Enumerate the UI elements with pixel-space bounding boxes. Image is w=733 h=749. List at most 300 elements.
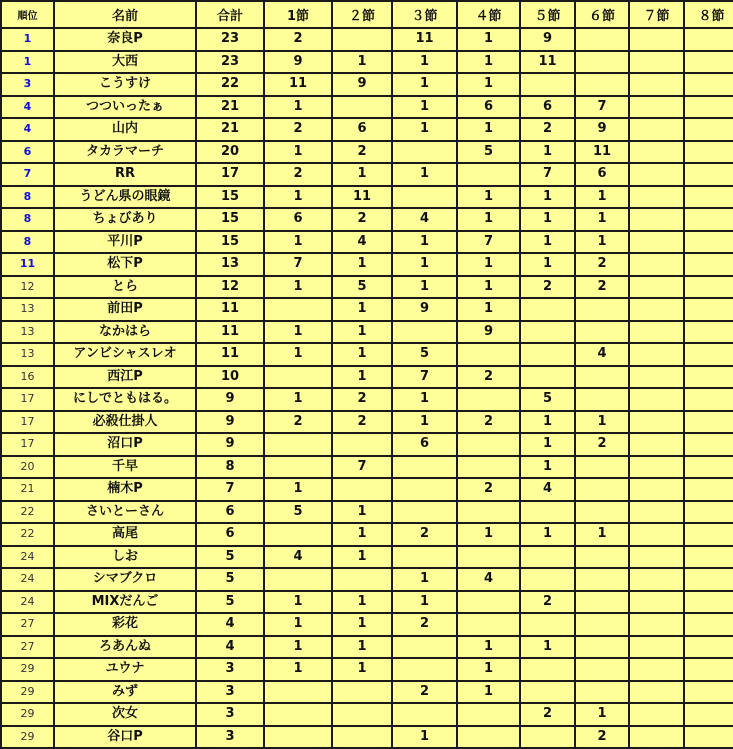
- table-row: [1, 208, 733, 231]
- round-7-cell: [629, 186, 684, 209]
- table-row: [1, 388, 733, 411]
- round-7-cell: [629, 411, 684, 434]
- round-1-cell: 9: [264, 51, 332, 74]
- rank-cell: 17: [1, 388, 54, 411]
- rank-cell: 24: [1, 591, 54, 614]
- round-7-cell: [629, 366, 684, 389]
- round-6-cell: [575, 546, 629, 569]
- round-4-cell: [457, 343, 520, 366]
- round-6-cell: 2: [575, 253, 629, 276]
- table-row: [1, 186, 733, 209]
- name-cell: ちょびあり: [54, 208, 196, 231]
- round-3-cell: 1: [392, 591, 457, 614]
- round-2-cell: 1: [332, 636, 392, 659]
- round-5-cell: [520, 321, 575, 344]
- total-cell: 23: [196, 51, 264, 74]
- round-1-cell: [264, 298, 332, 321]
- table-row: [1, 366, 733, 389]
- round-6-cell: [575, 456, 629, 479]
- round-3-cell: 4: [392, 208, 457, 231]
- total-cell: 11: [196, 321, 264, 344]
- name-cell: 平川P: [54, 231, 196, 254]
- round-1-cell: [264, 568, 332, 591]
- header-round-6: ６節: [575, 1, 629, 28]
- round-3-cell: 11: [392, 28, 457, 51]
- table-row: [1, 433, 733, 456]
- round-2-cell: [332, 433, 392, 456]
- rank-cell: 4: [1, 118, 54, 141]
- round-8-cell: [684, 523, 733, 546]
- total-cell: 3: [196, 658, 264, 681]
- table-row: [1, 28, 733, 51]
- header-round-3: ３節: [392, 1, 457, 28]
- round-8-cell: [684, 28, 733, 51]
- round-6-cell: 1: [575, 186, 629, 209]
- round-8-cell: [684, 118, 733, 141]
- round-1-cell: 1: [264, 231, 332, 254]
- round-2-cell: 1: [332, 298, 392, 321]
- round-1-cell: [264, 726, 332, 749]
- rank-cell: 1: [1, 51, 54, 74]
- table-row: [1, 73, 733, 96]
- round-4-cell: 1: [457, 253, 520, 276]
- table-row: [1, 298, 733, 321]
- rank-cell: 7: [1, 163, 54, 186]
- round-8-cell: [684, 433, 733, 456]
- table-row: [1, 523, 733, 546]
- round-8-cell: [684, 163, 733, 186]
- rank-cell: 8: [1, 186, 54, 209]
- round-2-cell: 9: [332, 73, 392, 96]
- round-7-cell: [629, 636, 684, 659]
- round-6-cell: [575, 681, 629, 704]
- table-row: [1, 613, 733, 636]
- name-cell: MIXだんご: [54, 591, 196, 614]
- round-2-cell: 7: [332, 456, 392, 479]
- round-1-cell: [264, 681, 332, 704]
- round-2-cell: 1: [332, 658, 392, 681]
- round-4-cell: [457, 388, 520, 411]
- round-2-cell: 1: [332, 501, 392, 524]
- round-4-cell: [457, 433, 520, 456]
- name-cell: 大西: [54, 51, 196, 74]
- round-1-cell: 1: [264, 96, 332, 119]
- round-3-cell: [392, 501, 457, 524]
- round-1-cell: 1: [264, 321, 332, 344]
- round-5-cell: 2: [520, 276, 575, 299]
- round-7-cell: [629, 96, 684, 119]
- round-5-cell: 1: [520, 253, 575, 276]
- round-2-cell: 1: [332, 591, 392, 614]
- rank-cell: 13: [1, 321, 54, 344]
- table-row: [1, 163, 733, 186]
- round-5-cell: 2: [520, 703, 575, 726]
- rank-cell: 22: [1, 523, 54, 546]
- round-5-cell: [520, 366, 575, 389]
- round-2-cell: 6: [332, 118, 392, 141]
- total-cell: 11: [196, 298, 264, 321]
- round-1-cell: 6: [264, 208, 332, 231]
- round-4-cell: [457, 501, 520, 524]
- round-3-cell: 1: [392, 568, 457, 591]
- total-cell: 23: [196, 28, 264, 51]
- total-cell: 21: [196, 96, 264, 119]
- round-5-cell: 11: [520, 51, 575, 74]
- round-7-cell: [629, 726, 684, 749]
- round-3-cell: 6: [392, 433, 457, 456]
- round-5-cell: 1: [520, 433, 575, 456]
- round-7-cell: [629, 276, 684, 299]
- round-8-cell: [684, 298, 733, 321]
- round-6-cell: [575, 591, 629, 614]
- round-3-cell: 1: [392, 96, 457, 119]
- name-cell: 楠木P: [54, 478, 196, 501]
- round-8-cell: [684, 231, 733, 254]
- round-1-cell: 1: [264, 343, 332, 366]
- round-5-cell: [520, 658, 575, 681]
- round-4-cell: 1: [457, 28, 520, 51]
- round-4-cell: 1: [457, 636, 520, 659]
- total-cell: 6: [196, 523, 264, 546]
- round-4-cell: [457, 591, 520, 614]
- round-1-cell: 1: [264, 186, 332, 209]
- name-cell: 西江P: [54, 366, 196, 389]
- round-8-cell: [684, 501, 733, 524]
- round-2-cell: 5: [332, 276, 392, 299]
- round-5-cell: 1: [520, 186, 575, 209]
- round-8-cell: [684, 636, 733, 659]
- round-5-cell: 1: [520, 141, 575, 164]
- round-7-cell: [629, 163, 684, 186]
- round-6-cell: [575, 28, 629, 51]
- table-row: [1, 343, 733, 366]
- rank-cell: 21: [1, 478, 54, 501]
- round-8-cell: [684, 726, 733, 749]
- total-cell: 9: [196, 411, 264, 434]
- round-6-cell: [575, 388, 629, 411]
- round-5-cell: 4: [520, 478, 575, 501]
- round-7-cell: [629, 343, 684, 366]
- rank-cell: 24: [1, 546, 54, 569]
- round-7-cell: [629, 231, 684, 254]
- round-5-cell: 2: [520, 118, 575, 141]
- header-round-4: ４節: [457, 1, 520, 28]
- name-cell: シマブクロ: [54, 568, 196, 591]
- table-row: [1, 546, 733, 569]
- table-row: [1, 411, 733, 434]
- round-7-cell: [629, 478, 684, 501]
- rank-cell: 29: [1, 703, 54, 726]
- round-1-cell: [264, 456, 332, 479]
- round-7-cell: [629, 501, 684, 524]
- rank-cell: 27: [1, 613, 54, 636]
- round-3-cell: 1: [392, 276, 457, 299]
- round-7-cell: [629, 141, 684, 164]
- round-2-cell: 1: [332, 321, 392, 344]
- round-6-cell: 1: [575, 523, 629, 546]
- round-1-cell: 1: [264, 388, 332, 411]
- round-1-cell: [264, 433, 332, 456]
- name-cell: タカラマーチ: [54, 141, 196, 164]
- round-5-cell: 1: [520, 411, 575, 434]
- round-7-cell: [629, 321, 684, 344]
- round-2-cell: [332, 478, 392, 501]
- total-cell: 12: [196, 276, 264, 299]
- round-7-cell: [629, 591, 684, 614]
- round-5-cell: [520, 298, 575, 321]
- round-6-cell: 2: [575, 433, 629, 456]
- total-cell: 11: [196, 343, 264, 366]
- round-8-cell: [684, 366, 733, 389]
- round-4-cell: 1: [457, 658, 520, 681]
- name-cell: ろあんぬ: [54, 636, 196, 659]
- round-2-cell: 1: [332, 613, 392, 636]
- round-6-cell: 4: [575, 343, 629, 366]
- round-4-cell: [457, 456, 520, 479]
- round-8-cell: [684, 276, 733, 299]
- table-row: [1, 51, 733, 74]
- name-cell: とら: [54, 276, 196, 299]
- round-7-cell: [629, 298, 684, 321]
- table-row: [1, 141, 733, 164]
- round-7-cell: [629, 388, 684, 411]
- round-1-cell: 1: [264, 478, 332, 501]
- table-row: [1, 456, 733, 479]
- round-1-cell: 2: [264, 28, 332, 51]
- round-4-cell: 1: [457, 298, 520, 321]
- rank-cell: 24: [1, 568, 54, 591]
- round-6-cell: 1: [575, 411, 629, 434]
- round-2-cell: [332, 28, 392, 51]
- round-3-cell: [392, 703, 457, 726]
- round-1-cell: [264, 366, 332, 389]
- round-3-cell: 1: [392, 118, 457, 141]
- table-row: [1, 501, 733, 524]
- round-4-cell: [457, 546, 520, 569]
- round-2-cell: 2: [332, 141, 392, 164]
- round-1-cell: [264, 523, 332, 546]
- total-cell: 7: [196, 478, 264, 501]
- round-7-cell: [629, 568, 684, 591]
- header-rank: 順位: [1, 1, 54, 28]
- round-6-cell: [575, 636, 629, 659]
- round-5-cell: [520, 568, 575, 591]
- ranking-body: [1, 28, 733, 748]
- round-7-cell: [629, 523, 684, 546]
- round-5-cell: 1: [520, 523, 575, 546]
- round-5-cell: 6: [520, 96, 575, 119]
- table-row: [1, 658, 733, 681]
- round-6-cell: 2: [575, 726, 629, 749]
- round-4-cell: 1: [457, 523, 520, 546]
- round-1-cell: [264, 703, 332, 726]
- round-3-cell: 2: [392, 613, 457, 636]
- round-8-cell: [684, 343, 733, 366]
- round-8-cell: [684, 591, 733, 614]
- total-cell: 10: [196, 366, 264, 389]
- total-cell: 8: [196, 456, 264, 479]
- total-cell: 6: [196, 501, 264, 524]
- total-cell: 17: [196, 163, 264, 186]
- round-8-cell: [684, 568, 733, 591]
- total-cell: 15: [196, 208, 264, 231]
- round-2-cell: 1: [332, 546, 392, 569]
- round-4-cell: 1: [457, 73, 520, 96]
- round-1-cell: 1: [264, 636, 332, 659]
- name-cell: 彩花: [54, 613, 196, 636]
- round-6-cell: 2: [575, 276, 629, 299]
- rank-cell: 13: [1, 298, 54, 321]
- round-5-cell: [520, 73, 575, 96]
- round-3-cell: 1: [392, 163, 457, 186]
- round-4-cell: [457, 163, 520, 186]
- rank-cell: 3: [1, 73, 54, 96]
- round-3-cell: 1: [392, 411, 457, 434]
- round-6-cell: 11: [575, 141, 629, 164]
- round-1-cell: 1: [264, 276, 332, 299]
- round-7-cell: [629, 613, 684, 636]
- round-4-cell: 5: [457, 141, 520, 164]
- round-7-cell: [629, 456, 684, 479]
- round-6-cell: [575, 613, 629, 636]
- header-total: 合計: [196, 1, 264, 28]
- round-3-cell: [392, 478, 457, 501]
- table-row: [1, 276, 733, 299]
- name-cell: 松下P: [54, 253, 196, 276]
- round-8-cell: [684, 681, 733, 704]
- round-7-cell: [629, 658, 684, 681]
- round-6-cell: 9: [575, 118, 629, 141]
- name-cell: 前田P: [54, 298, 196, 321]
- round-1-cell: 2: [264, 411, 332, 434]
- round-4-cell: 2: [457, 411, 520, 434]
- round-6-cell: 1: [575, 208, 629, 231]
- rank-cell: 1: [1, 28, 54, 51]
- round-3-cell: 1: [392, 726, 457, 749]
- round-4-cell: 1: [457, 208, 520, 231]
- round-3-cell: [392, 456, 457, 479]
- round-2-cell: 1: [332, 366, 392, 389]
- round-7-cell: [629, 51, 684, 74]
- table-row: [1, 726, 733, 749]
- table-row: [1, 591, 733, 614]
- round-2-cell: 2: [332, 388, 392, 411]
- header-round-8: ８節: [684, 1, 733, 28]
- round-2-cell: [332, 568, 392, 591]
- name-cell: 千早: [54, 456, 196, 479]
- name-cell: なかはら: [54, 321, 196, 344]
- rank-cell: 6: [1, 141, 54, 164]
- table-row: [1, 703, 733, 726]
- rank-cell: 20: [1, 456, 54, 479]
- round-8-cell: [684, 141, 733, 164]
- round-2-cell: 2: [332, 411, 392, 434]
- name-cell: こうすけ: [54, 73, 196, 96]
- round-8-cell: [684, 208, 733, 231]
- round-6-cell: 6: [575, 163, 629, 186]
- round-4-cell: 1: [457, 681, 520, 704]
- round-1-cell: 7: [264, 253, 332, 276]
- table-row: [1, 478, 733, 501]
- round-2-cell: 11: [332, 186, 392, 209]
- round-1-cell: 11: [264, 73, 332, 96]
- round-7-cell: [629, 73, 684, 96]
- round-2-cell: [332, 96, 392, 119]
- total-cell: 13: [196, 253, 264, 276]
- round-1-cell: 1: [264, 613, 332, 636]
- round-6-cell: 1: [575, 703, 629, 726]
- round-6-cell: [575, 501, 629, 524]
- table-row: [1, 321, 733, 344]
- round-4-cell: 7: [457, 231, 520, 254]
- round-7-cell: [629, 433, 684, 456]
- round-3-cell: [392, 321, 457, 344]
- table-row: [1, 118, 733, 141]
- table-row: [1, 253, 733, 276]
- round-3-cell: 1: [392, 388, 457, 411]
- round-3-cell: [392, 636, 457, 659]
- total-cell: 3: [196, 681, 264, 704]
- header-name: 名前: [54, 1, 196, 28]
- total-cell: 5: [196, 568, 264, 591]
- rank-cell: 8: [1, 208, 54, 231]
- round-8-cell: [684, 388, 733, 411]
- round-8-cell: [684, 321, 733, 344]
- name-cell: 山内: [54, 118, 196, 141]
- round-2-cell: 1: [332, 343, 392, 366]
- round-3-cell: 9: [392, 298, 457, 321]
- name-cell: 谷口P: [54, 726, 196, 749]
- round-6-cell: [575, 321, 629, 344]
- round-6-cell: [575, 366, 629, 389]
- round-3-cell: 1: [392, 51, 457, 74]
- round-4-cell: [457, 726, 520, 749]
- name-cell: 次女: [54, 703, 196, 726]
- round-4-cell: 2: [457, 366, 520, 389]
- table-row: [1, 568, 733, 591]
- total-cell: 15: [196, 231, 264, 254]
- round-5-cell: [520, 546, 575, 569]
- round-8-cell: [684, 411, 733, 434]
- round-6-cell: [575, 658, 629, 681]
- round-4-cell: 1: [457, 118, 520, 141]
- round-2-cell: [332, 726, 392, 749]
- name-cell: 沼口P: [54, 433, 196, 456]
- table-row: [1, 681, 733, 704]
- header-round-5: ５節: [520, 1, 575, 28]
- round-7-cell: [629, 118, 684, 141]
- round-3-cell: [392, 186, 457, 209]
- round-2-cell: 1: [332, 51, 392, 74]
- name-cell: 奈良P: [54, 28, 196, 51]
- name-cell: 必殺仕掛人: [54, 411, 196, 434]
- round-4-cell: 1: [457, 186, 520, 209]
- round-5-cell: 2: [520, 591, 575, 614]
- round-8-cell: [684, 253, 733, 276]
- round-3-cell: [392, 658, 457, 681]
- round-4-cell: 2: [457, 478, 520, 501]
- rank-cell: 29: [1, 681, 54, 704]
- name-cell: アンビシャスレオ: [54, 343, 196, 366]
- round-6-cell: [575, 478, 629, 501]
- table-row: [1, 636, 733, 659]
- name-cell: みず: [54, 681, 196, 704]
- name-cell: 高尾: [54, 523, 196, 546]
- round-2-cell: 1: [332, 523, 392, 546]
- round-8-cell: [684, 73, 733, 96]
- rank-cell: 11: [1, 253, 54, 276]
- round-6-cell: [575, 298, 629, 321]
